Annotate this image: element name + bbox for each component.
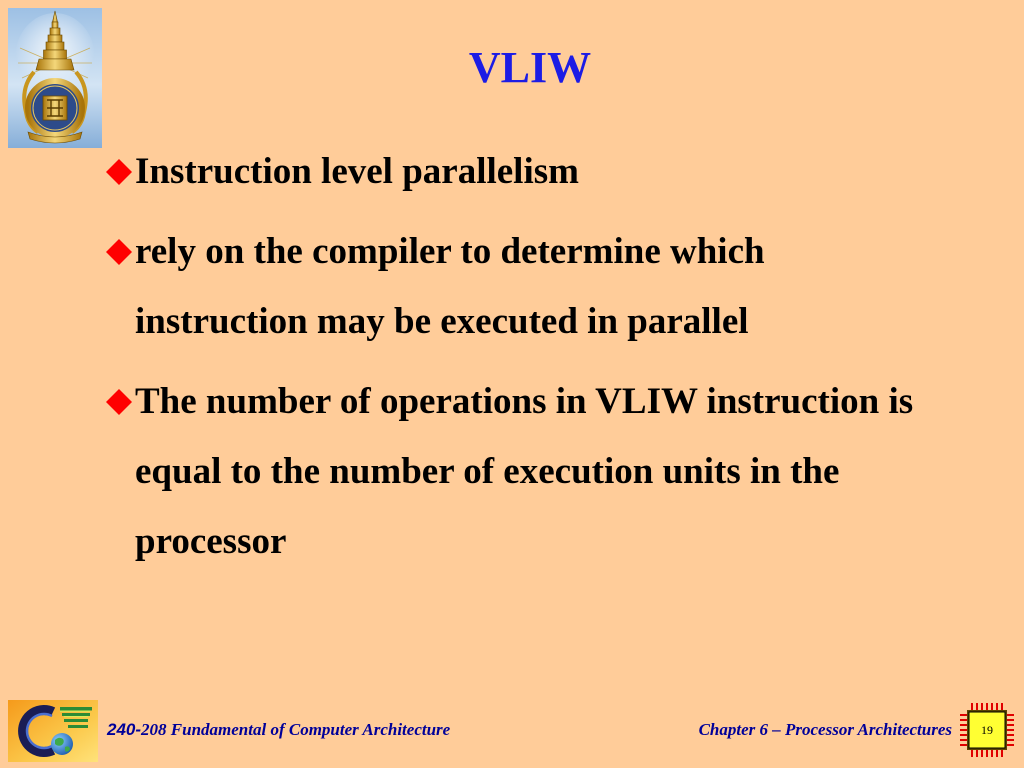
bullet-line: instruction may be executed in parallel [135,301,749,342]
course-logo [8,700,98,762]
slide-title: VLIW [468,43,592,92]
bullet-item [105,367,1005,577]
bullet-line: The number of operations in VLIW instruction is [135,381,914,422]
bullet-text [135,217,1005,357]
bullet-line: equal to the number of execution units in the [135,451,840,492]
bullet-item [105,137,1005,207]
university-seal-logo [8,8,102,148]
bullet-item [105,217,1005,357]
footer-course-code: 240- [107,720,142,739]
footer-chapter: Chapter 6 – Processor Architectures [698,720,952,739]
bullet-line: Instruction level parallelism [135,151,579,192]
diamond-bullet-icon [105,217,135,287]
footer-course [107,720,450,740]
page-number-badge [960,703,1014,757]
bullet-text [135,367,1005,577]
diamond-bullet-icon [105,367,135,437]
bullet-line: rely on the compiler to determine which [135,231,765,272]
footer-course-title: 208 Fundamental of Computer Architecture [141,720,451,739]
bullet-line: processor [135,521,287,562]
diamond-bullet-icon [105,137,135,207]
bullet-list [105,137,1005,587]
page-number: 19 [981,723,993,737]
bullet-text [135,137,1005,207]
